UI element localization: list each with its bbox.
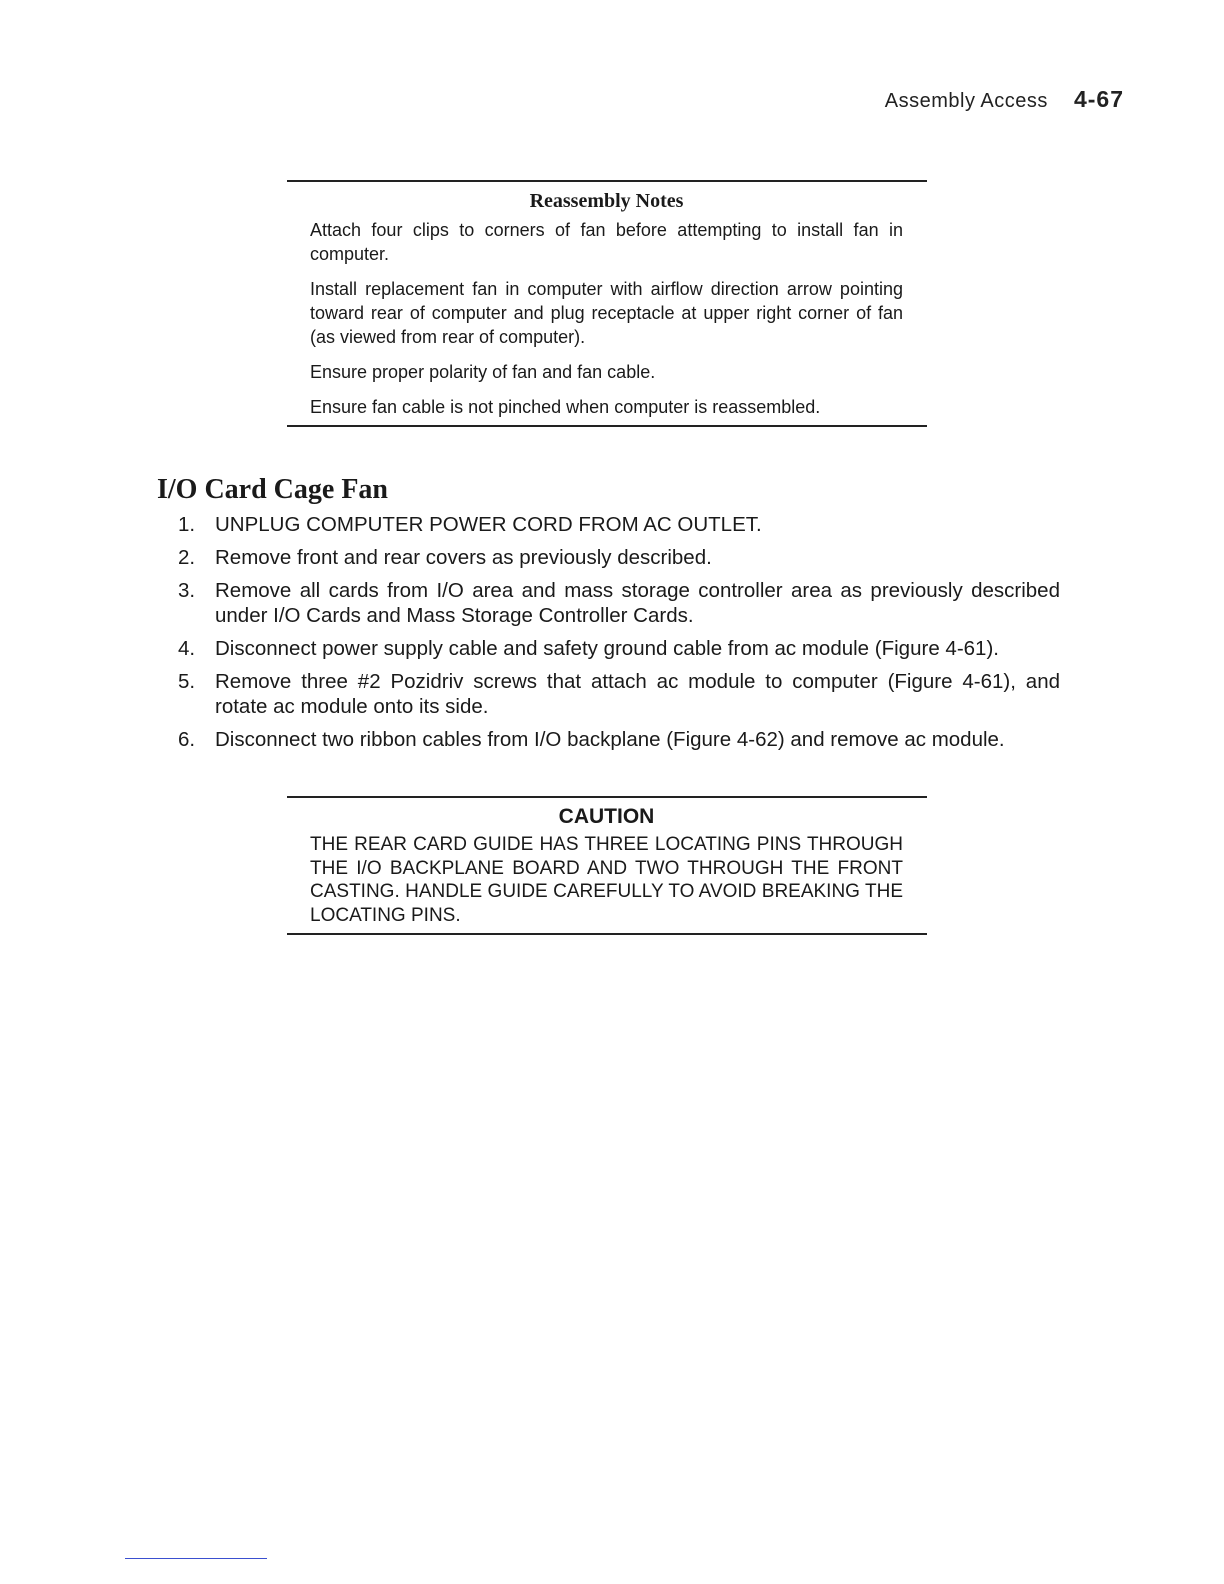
page-number: 4-67: [1073, 86, 1124, 112]
step-text: Remove all cards from I/O area and mass storage controller area as previously described under I/O Cards and Mass Storage Controller Cards.: [215, 579, 1060, 627]
procedure-steps: [172, 512, 1060, 760]
step-number: 3.: [178, 579, 196, 602]
procedure-step: [172, 669, 1060, 719]
header-section-name: Assembly Access: [884, 90, 1048, 112]
caution-text: THE REAR CARD GUIDE HAS THREE LOCATING PINS THROUGH THE I/O BACKPLANE BOARD AND TWO THROUGH THE FRONT CASTING. HANDLE GUIDE CAREFULLY TO AVOID BREAKING THE LOCATING PINS.: [310, 834, 903, 926]
step-number: 2.: [178, 546, 196, 569]
reassembly-notes-box: [287, 180, 927, 427]
caution-title: CAUTION: [558, 805, 655, 828]
step-number: 5.: [178, 670, 196, 693]
step-number: 4.: [178, 637, 196, 660]
procedure-step: [172, 545, 1060, 570]
step-text: Disconnect two ribbon cables from I/O backplane (Figure 4-62) and remove ac module.: [215, 728, 1005, 751]
reassembly-note: Attach four clips to corners of fan before attempting to install fan in computer.: [310, 220, 903, 264]
reassembly-note: Ensure fan cable is not pinched when computer is reassembled.: [310, 397, 821, 417]
step-text: Remove three #2 Pozidriv screws that attach ac module to computer (Figure 4-61), and rotate ac module onto its side.: [215, 670, 1060, 718]
step-number: 6.: [178, 728, 196, 751]
reassembly-note: Ensure proper polarity of fan and fan cable.: [310, 362, 656, 382]
step-text: Remove front and rear covers as previously described.: [215, 546, 712, 569]
procedure-step: [172, 727, 1060, 752]
procedure-step: [172, 636, 1060, 661]
step-text: UNPLUG COMPUTER POWER CORD FROM AC OUTLET.: [215, 513, 762, 536]
section-heading: I/O Card Cage Fan: [157, 474, 388, 505]
footer-rule: [125, 1558, 267, 1559]
caution-box: [287, 796, 927, 935]
reassembly-notes-title: Reassembly Notes: [529, 190, 684, 212]
procedure-step: [172, 578, 1060, 628]
step-number: 1.: [178, 513, 196, 536]
reassembly-note: Install replacement fan in computer with airflow direction arrow pointing toward rear of computer and plug receptacle at upper right corner of fan (as viewed from rear of computer).: [310, 279, 903, 347]
procedure-step: [172, 512, 1060, 537]
running-header: [885, 86, 1124, 113]
step-text: Disconnect power supply cable and safety ground cable from ac module (Figure 4-61).: [215, 637, 999, 660]
